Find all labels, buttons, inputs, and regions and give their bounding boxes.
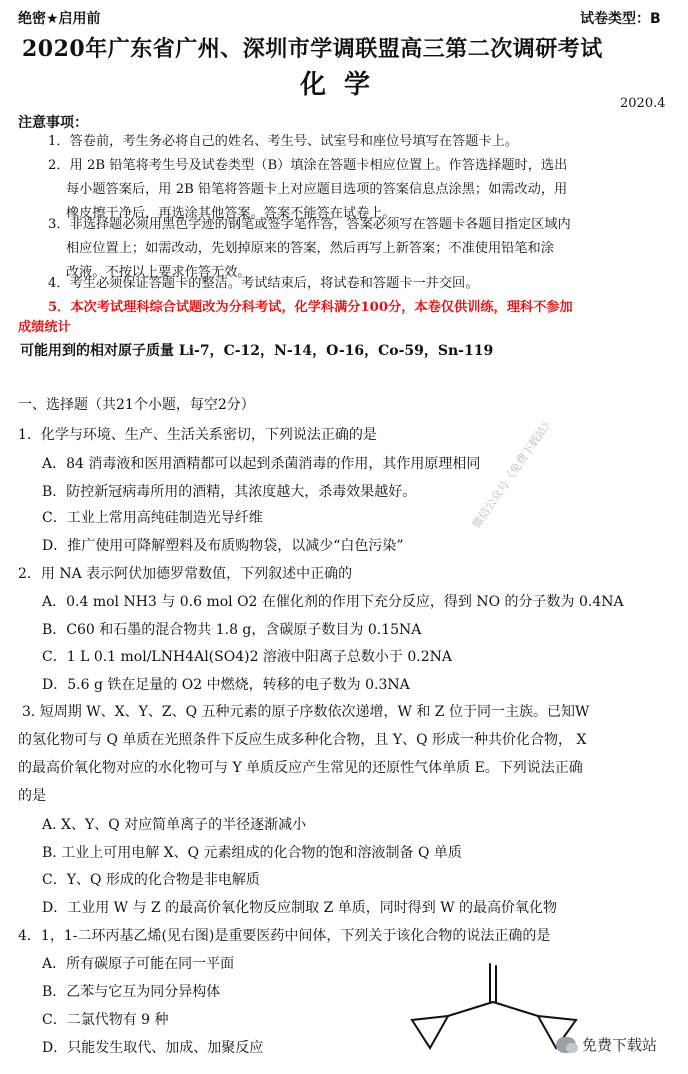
brand-logo	[556, 1034, 657, 1055]
note-item: 3．非选择题必须用黑色字迹的钢笔或签字笔作答，答案必须写在答题卡各题目指定区域内	[48, 217, 571, 232]
question-4-option-c: C．二氯代物有 9 种	[42, 1012, 169, 1028]
atomic-masses: 可能用到的相对原子质量 Li-7，C-12，N-14，O-16，Co-59，Sn-119	[20, 343, 494, 359]
subject-title: 化学	[300, 70, 389, 100]
note-red-line: 5．本次考试理科综合试题改为分科考试，化学科满分100分，本卷仅供训练，理科不参加	[48, 300, 573, 315]
question-1-option-c: C．工业上常用高纯硅制造光导纤维	[42, 510, 263, 526]
question-4-option-a: A．所有碳原子可能在同一平面	[42, 956, 235, 972]
question-1-stem: 1．化学与环境、生产、生活关系密切，下列说法正确的是	[18, 427, 377, 443]
question-3-option-c: C．Y、Q 形成的化合物是非电解质	[42, 872, 260, 888]
question-2-option-d: D．5.6 g 铁在足量的 O2 中燃烧，转移的电子数为 0.3NA	[42, 677, 410, 693]
note-item: 1．答卷前，考生务必将自己的姓名、考生号、试室号和座位号填写在答题卡上。	[48, 134, 518, 149]
paper-type-label: 试卷类型：B	[580, 11, 661, 27]
question-2-stem: 2．用 NA 表示阿伏加德罗常数值，下列叙述中正确的	[18, 566, 353, 582]
question-4-option-b: B．乙苯与它互为同分异构体	[42, 984, 221, 1000]
section-title: 一、选择题（共21个小题，每空2分）	[18, 397, 255, 413]
note-item: 橡皮擦干净后，再选涂其他答案。答案不能答在试卷上。	[66, 206, 396, 221]
question-3-option-b: B. 工业上可用电解 X、Q 元素组成的化合物的饱和溶液制备 Q 单质	[42, 845, 462, 861]
note-item: 2．用 2B 铅笔将考生号及试卷类型（B）填涂在答题卡相应位置上。作答选择题时，选出	[48, 158, 568, 173]
question-2-option-a: A．0.4 mol NH3 与 0.6 mol O2 在催化剂的作用下充分反应，得到 NO 的分子数为 0.4NA	[42, 594, 624, 610]
question-1-option-a: A．84 消毒液和医用酒精都可以起到杀菌消毒的作用，其作用原理相同	[42, 456, 481, 472]
question-3-line: 3. 短周期 W、X、Y、Z、Q 五种元素的原子序数依次递增，W 和 Z 位于同一主族。已知W	[22, 704, 590, 720]
question-2-option-c: C．1 L 0.1 mol/LNH4Al(SO4)2 溶液中阳离子总数小于 0.2NA	[42, 649, 453, 665]
question-1-option-d: D．推广使用可降解塑料及布质购物袋，以减少“白色污染”	[42, 538, 404, 554]
question-3-line: 的是	[18, 788, 46, 804]
question-4-option-d: D．只能发生取代、加成、加聚反应	[42, 1040, 264, 1056]
watermark-text: 微信公众号《免费下载站》	[469, 415, 556, 531]
question-3-option-d: D．工业用 W 与 Z 的最高价氧化物反应制取 Z 单质，同时得到 W 的最高价氧化物	[42, 900, 558, 916]
notes-title: 注意事项：	[18, 115, 88, 131]
question-1-option-b: B．防控新冠病毒所用的酒精，其浓度越大，杀毒效果越好。	[42, 484, 417, 500]
note-red-line: 成绩统计	[18, 320, 71, 335]
question-3-line: 的氢化物可与 Q 单质在光照条件下反应生成多种化合物，且 Y、Q 形成一种共价化合物， X	[18, 732, 587, 748]
secret-label: 绝密★启用前	[18, 11, 101, 27]
brand-name: 免费下载站	[582, 1036, 658, 1054]
note-item: 4．考生必须保证答题卡的整洁。考试结束后，将试卷和答题卡一并交回。	[48, 276, 479, 291]
question-2-option-b: B．C60 和石墨的混合物共 1.8 g，含碳原子数目为 0.15NA	[42, 622, 422, 638]
exam-date: 2020.4	[620, 96, 666, 111]
wechat-icon	[556, 1037, 576, 1053]
exam-title: 2020年广东省广州、深圳市学调联盟高三第二次调研考试	[22, 36, 603, 62]
note-item: 相应位置上；如需改动，先划掉原来的答案，然后再写上新答案；不准使用铅笔和涂	[66, 241, 554, 256]
question-3-option-a: A. X、Y、Q 对应简单离子的半径逐渐减小	[42, 817, 307, 833]
question-4-stem: 4．1，1-二环丙基乙烯(见右图)是重要医药中间体，下列关于该化合物的说法正确的是	[18, 928, 551, 944]
note-item: 改液。不按以上要求作答无效。	[66, 265, 251, 280]
question-3-line: 的最高价氧化物对应的水化物可与 Y 单质反应产生常见的还原性气体单质 E。下列说法正确	[18, 760, 583, 776]
note-item: 每小题答案后，用 2B 铅笔将答题卡上对应题目选项的答案信息点涂黑；如需改动，用	[66, 182, 568, 197]
